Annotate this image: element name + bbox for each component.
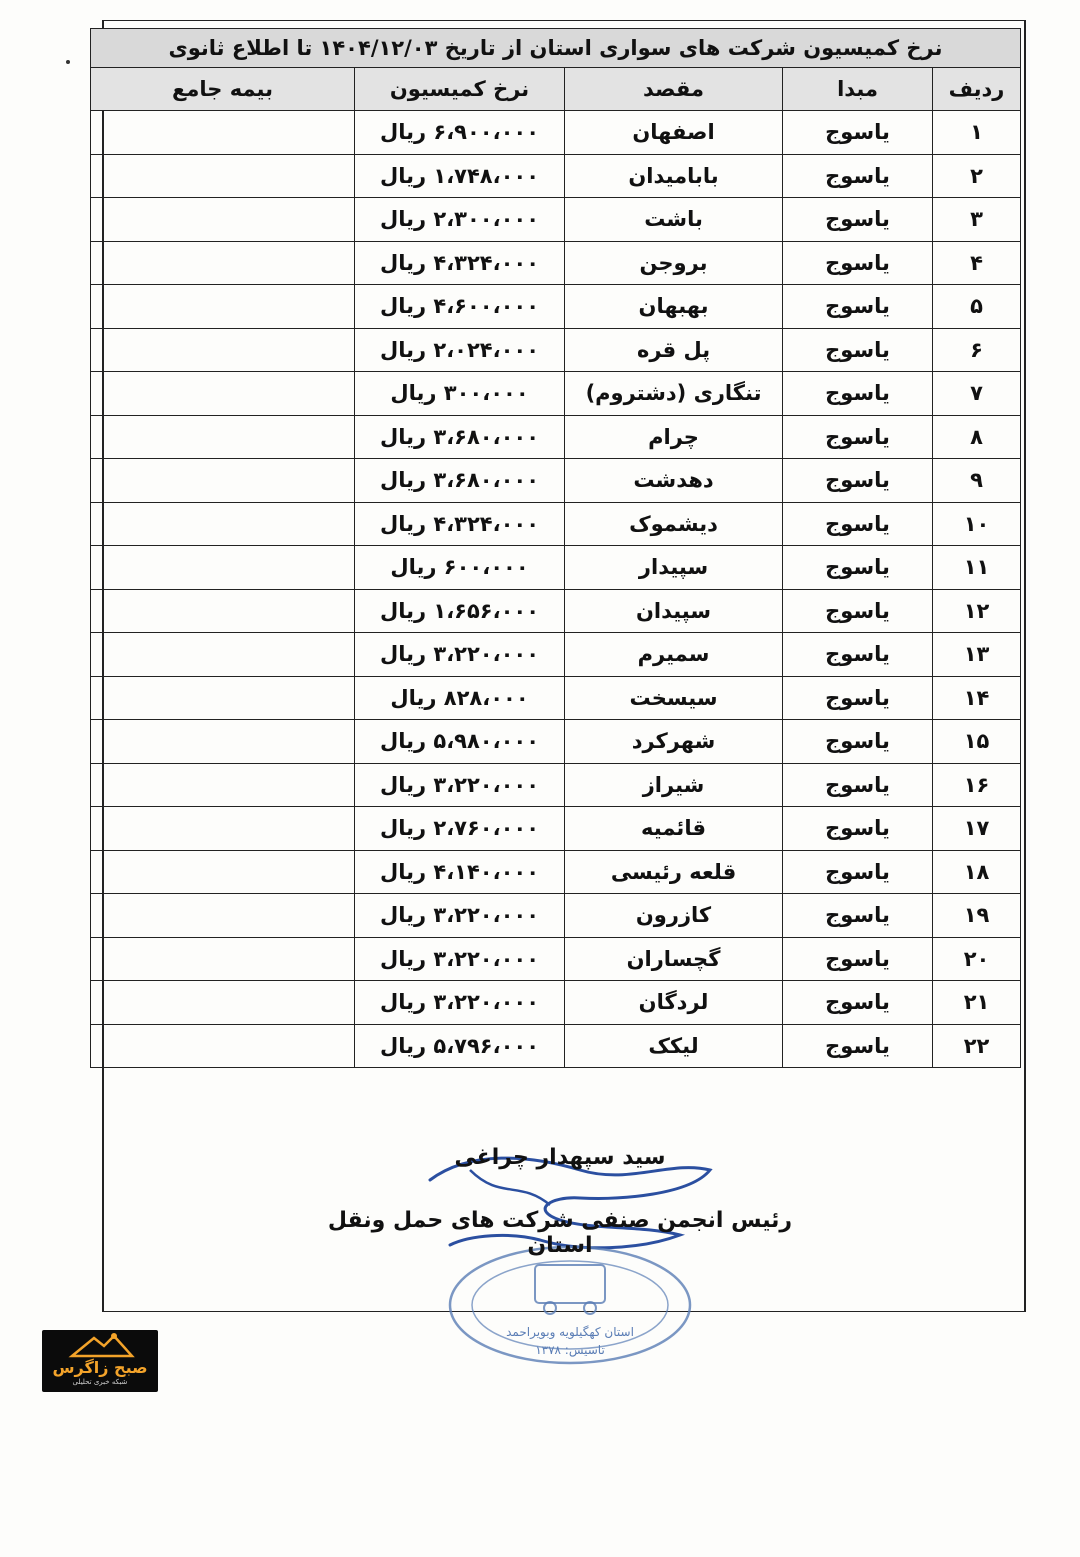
table-row <box>91 1024 1021 1068</box>
header-radif: ردیف <box>933 68 1021 111</box>
cell-nerkh: ۲،۰۲۴،۰۰۰ ریال <box>355 328 565 372</box>
table-row <box>91 502 1021 546</box>
cell-bime <box>91 111 355 155</box>
cell-mabda: یاسوج <box>783 328 933 372</box>
cell-nerkh: ۳،۲۲۰،۰۰۰ ریال <box>355 763 565 807</box>
cell-radif: ۱ <box>933 111 1021 155</box>
cell-bime <box>91 459 355 503</box>
header-mabda: مبدا <box>783 68 933 111</box>
cell-radif: ۱۶ <box>933 763 1021 807</box>
stamp-founded: تاسیس: ۱۳۷۸ <box>535 1343 605 1357</box>
cell-nerkh: ۳،۲۲۰،۰۰۰ ریال <box>355 894 565 938</box>
scan-speck <box>66 60 70 64</box>
table-row <box>91 807 1021 851</box>
cell-radif: ۱۳ <box>933 633 1021 677</box>
table-body <box>91 111 1021 1068</box>
cell-bime <box>91 850 355 894</box>
table-row <box>91 981 1021 1025</box>
cell-nerkh: ۵،۷۹۶،۰۰۰ ریال <box>355 1024 565 1068</box>
table-title-row <box>91 29 1021 68</box>
cell-bime <box>91 589 355 633</box>
signature-block <box>300 1145 820 1258</box>
cell-bime <box>91 241 355 285</box>
table-row <box>91 111 1021 155</box>
cell-maqsad: باشت <box>565 198 783 242</box>
cell-radif: ۱۴ <box>933 676 1021 720</box>
cell-mabda: یاسوج <box>783 546 933 590</box>
cell-maqsad: لردگان <box>565 981 783 1025</box>
cell-radif: ۱۲ <box>933 589 1021 633</box>
cell-radif: ۳ <box>933 198 1021 242</box>
cell-maqsad: بروجن <box>565 241 783 285</box>
table-row <box>91 285 1021 329</box>
cell-mabda: یاسوج <box>783 676 933 720</box>
cell-bime <box>91 676 355 720</box>
cell-maqsad: لیکک <box>565 1024 783 1068</box>
cell-mabda: یاسوج <box>783 415 933 459</box>
cell-radif: ۱۱ <box>933 546 1021 590</box>
cell-mabda: یاسوج <box>783 502 933 546</box>
cell-nerkh: ۴،۱۴۰،۰۰۰ ریال <box>355 850 565 894</box>
table-row <box>91 546 1021 590</box>
table-row <box>91 241 1021 285</box>
cell-bime <box>91 198 355 242</box>
table-row <box>91 850 1021 894</box>
cell-mabda: یاسوج <box>783 111 933 155</box>
cell-bime <box>91 763 355 807</box>
cell-maqsad: قائمیه <box>565 807 783 851</box>
cell-bime <box>91 807 355 851</box>
table-row <box>91 459 1021 503</box>
cell-mabda: یاسوج <box>783 720 933 764</box>
cell-maqsad: قلعه رئیسی <box>565 850 783 894</box>
cell-nerkh: ۳،۲۲۰،۰۰۰ ریال <box>355 633 565 677</box>
cell-radif: ۱۷ <box>933 807 1021 851</box>
cell-nerkh: ۴،۳۲۴،۰۰۰ ریال <box>355 241 565 285</box>
cell-bime <box>91 285 355 329</box>
cell-mabda: یاسوج <box>783 937 933 981</box>
cell-mabda: یاسوج <box>783 807 933 851</box>
news-logo <box>42 1330 158 1392</box>
cell-maqsad: بابامیدان <box>565 154 783 198</box>
cell-radif: ۹ <box>933 459 1021 503</box>
cell-nerkh: ۳،۶۸۰،۰۰۰ ریال <box>355 459 565 503</box>
cell-maqsad: کازرون <box>565 894 783 938</box>
cell-bime <box>91 981 355 1025</box>
mountain-logo-icon <box>42 1330 158 1360</box>
cell-maqsad: بهبهان <box>565 285 783 329</box>
cell-mabda: یاسوج <box>783 981 933 1025</box>
signer-title: رئیس انجمن صنفی شرکت های حمل ونقل استان <box>327 1208 793 1258</box>
cell-nerkh: ۶،۹۰۰،۰۰۰ ریال <box>355 111 565 155</box>
cell-maqsad: گچساران <box>565 937 783 981</box>
cell-radif: ۲۰ <box>933 937 1021 981</box>
cell-radif: ۲۲ <box>933 1024 1021 1068</box>
cell-bime <box>91 415 355 459</box>
logo-name: صبح زاگرس <box>52 1358 148 1377</box>
header-nerkh: نرخ کمیسیون <box>355 68 565 111</box>
table-row <box>91 198 1021 242</box>
table-row <box>91 720 1021 764</box>
cell-nerkh: ۲،۷۶۰،۰۰۰ ریال <box>355 807 565 851</box>
cell-radif: ۱۰ <box>933 502 1021 546</box>
cell-maqsad: دهدشت <box>565 459 783 503</box>
cell-mabda: یاسوج <box>783 589 933 633</box>
cell-radif: ۸ <box>933 415 1021 459</box>
cell-mabda: یاسوج <box>783 285 933 329</box>
cell-maqsad: سیسخت <box>565 676 783 720</box>
cell-mabda: یاسوج <box>783 894 933 938</box>
cell-nerkh: ۱،۷۴۸،۰۰۰ ریال <box>355 154 565 198</box>
table-row <box>91 894 1021 938</box>
table-row <box>91 415 1021 459</box>
cell-nerkh: ۵،۹۸۰،۰۰۰ ریال <box>355 720 565 764</box>
cell-mabda: یاسوج <box>783 241 933 285</box>
cell-nerkh: ۳،۶۸۰،۰۰۰ ریال <box>355 415 565 459</box>
cell-maqsad: شهرکرد <box>565 720 783 764</box>
cell-bime <box>91 1024 355 1068</box>
logo-tagline: شبکه خبری تحلیلی <box>72 1378 128 1386</box>
cell-radif: ۵ <box>933 285 1021 329</box>
cell-maqsad: تنگاری (دشتروم) <box>565 372 783 416</box>
signer-name: سید سپهدار چراغی <box>454 1145 666 1170</box>
cell-radif: ۲ <box>933 154 1021 198</box>
table-row <box>91 328 1021 372</box>
table-title: نرخ کمیسیون شرکت های سواری استان از تاریخ ۱۴۰۴/۱۲/۰۳ تا اطلاع ثانوی <box>91 29 1021 68</box>
cell-mabda: یاسوج <box>783 154 933 198</box>
table-row <box>91 937 1021 981</box>
cell-mabda: یاسوج <box>783 459 933 503</box>
table-row <box>91 589 1021 633</box>
cell-maqsad: دیشموک <box>565 502 783 546</box>
cell-mabda: یاسوج <box>783 633 933 677</box>
cell-radif: ۷ <box>933 372 1021 416</box>
cell-radif: ۱۹ <box>933 894 1021 938</box>
cell-mabda: یاسوج <box>783 1024 933 1068</box>
cell-bime <box>91 154 355 198</box>
cell-nerkh: ۶۰۰،۰۰۰ ریال <box>355 546 565 590</box>
cell-radif: ۱۸ <box>933 850 1021 894</box>
cell-radif: ۴ <box>933 241 1021 285</box>
header-maqsad: مقصد <box>565 68 783 111</box>
table-row <box>91 763 1021 807</box>
cell-nerkh: ۴،۳۲۴،۰۰۰ ریال <box>355 502 565 546</box>
cell-maqsad: پل قره <box>565 328 783 372</box>
cell-mabda: یاسوج <box>783 850 933 894</box>
cell-bime <box>91 502 355 546</box>
table-row <box>91 676 1021 720</box>
cell-bime <box>91 894 355 938</box>
table-row <box>91 154 1021 198</box>
table-row <box>91 372 1021 416</box>
cell-nerkh: ۳۰۰،۰۰۰ ریال <box>355 372 565 416</box>
cell-mabda: یاسوج <box>783 763 933 807</box>
official-stamp <box>440 1240 700 1370</box>
cell-bime <box>91 546 355 590</box>
cell-nerkh: ۳،۲۲۰،۰۰۰ ریال <box>355 981 565 1025</box>
cell-nerkh: ۲،۳۰۰،۰۰۰ ریال <box>355 198 565 242</box>
table-row <box>91 633 1021 677</box>
cell-maqsad: شیراز <box>565 763 783 807</box>
table-header-row <box>91 68 1021 111</box>
cell-nerkh: ۴،۶۰۰،۰۰۰ ریال <box>355 285 565 329</box>
commission-rates-table <box>90 28 1021 1068</box>
cell-radif: ۲۱ <box>933 981 1021 1025</box>
cell-bime <box>91 372 355 416</box>
cell-mabda: یاسوج <box>783 372 933 416</box>
cell-bime <box>91 937 355 981</box>
cell-maqsad: چرام <box>565 415 783 459</box>
cell-radif: ۶ <box>933 328 1021 372</box>
cell-bime <box>91 328 355 372</box>
cell-nerkh: ۱،۶۵۶،۰۰۰ ریال <box>355 589 565 633</box>
cell-maqsad: اصفهان <box>565 111 783 155</box>
cell-mabda: یاسوج <box>783 198 933 242</box>
cell-maqsad: سمیرم <box>565 633 783 677</box>
cell-nerkh: ۳،۲۲۰،۰۰۰ ریال <box>355 937 565 981</box>
rates-table-container <box>90 28 1020 1068</box>
cell-bime <box>91 720 355 764</box>
header-bime: بیمه جامع <box>91 68 355 111</box>
cell-radif: ۱۵ <box>933 720 1021 764</box>
cell-nerkh: ۸۲۸،۰۰۰ ریال <box>355 676 565 720</box>
cell-maqsad: سپیدار <box>565 546 783 590</box>
stamp-province: استان کهگیلویه وبویراحمد <box>506 1325 634 1339</box>
cell-bime <box>91 633 355 677</box>
cell-maqsad: سپیدان <box>565 589 783 633</box>
